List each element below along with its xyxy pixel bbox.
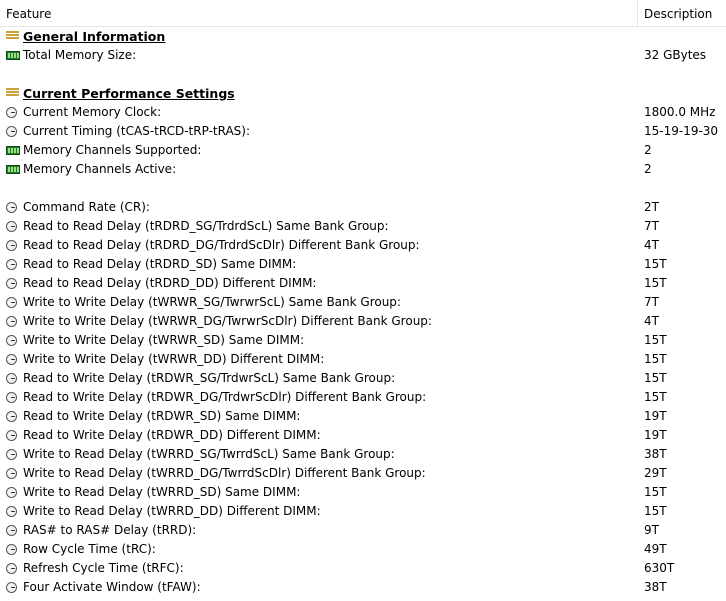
clock-icon [6, 392, 17, 403]
clock-icon [6, 468, 17, 479]
list-item[interactable] [0, 331, 726, 350]
section-title: Current Performance Settings [23, 86, 235, 101]
feature-value: 15T [644, 333, 667, 347]
feature-value: 15T [644, 390, 667, 404]
list-item[interactable] [0, 426, 726, 445]
list-item[interactable] [0, 483, 726, 502]
section-title: General Information [23, 29, 166, 44]
clock-icon [6, 240, 17, 251]
section-icon [6, 31, 19, 41]
section-icon [6, 88, 19, 98]
list-item[interactable] [0, 521, 726, 540]
list-item[interactable] [0, 369, 726, 388]
feature-value: 15T [644, 352, 667, 366]
list-item[interactable] [0, 122, 726, 141]
list-item[interactable] [0, 103, 726, 122]
feature-label: Write to Write Delay (tWRWR_SD) Same DIMM: [23, 333, 305, 347]
feature-value: 19T [644, 428, 667, 442]
clock-icon [6, 563, 17, 574]
clock-icon [6, 202, 17, 213]
feature-value: 4T [644, 314, 659, 328]
description-header-label: Description [644, 7, 713, 21]
feature-label: Write to Read Delay (tWRRD_SG/TwrrdScL) Same Bank Group: [23, 447, 395, 461]
clock-icon [6, 487, 17, 498]
clock-icon [6, 221, 17, 232]
feature-label: Total Memory Size: [23, 48, 137, 62]
list-item[interactable] [0, 236, 726, 255]
feature-value: 15-19-19-30 [644, 124, 719, 138]
feature-label: Memory Channels Active: [23, 162, 177, 176]
list-item[interactable] [0, 407, 726, 426]
feature-label: Write to Write Delay (tWRWR_DG/TwrwrScDlr) Different Bank Group: [23, 314, 432, 328]
feature-label: Refresh Cycle Time (tRFC): [23, 561, 184, 575]
feature-value: 19T [644, 409, 667, 423]
feature-label: Write to Read Delay (tWRRD_SD) Same DIMM: [23, 485, 301, 499]
list-item[interactable] [0, 160, 726, 179]
feature-label: Read to Write Delay (tRDWR_DG/TrdwrScDlr) Different Bank Group: [23, 390, 427, 404]
column-header [0, 0, 726, 27]
feature-label: Read to Read Delay (tRDRD_SG/TrdrdScL) Same Bank Group: [23, 219, 389, 233]
feature-value: 15T [644, 485, 667, 499]
clock-icon [6, 525, 17, 536]
feature-column-header[interactable] [0, 0, 638, 26]
list-item[interactable] [0, 445, 726, 464]
clock-icon [6, 373, 17, 384]
feature-label: Four Activate Window (tFAW): [23, 580, 201, 594]
feature-label: Command Rate (CR): [23, 200, 150, 214]
list-item[interactable] [0, 578, 726, 597]
feature-value: 15T [644, 257, 667, 271]
clock-icon [6, 354, 17, 365]
blank-row [0, 65, 726, 84]
list-item[interactable] [0, 464, 726, 483]
feature-value: 2 [644, 143, 652, 157]
feature-value: 29T [644, 466, 667, 480]
clock-icon [6, 335, 17, 346]
list-item[interactable] [0, 559, 726, 578]
list-item[interactable] [0, 502, 726, 521]
feature-header-label: Feature [6, 7, 52, 21]
list-item[interactable] [0, 217, 726, 236]
feature-label: Write to Write Delay (tWRWR_DD) Different DIMM: [23, 352, 325, 366]
list-item[interactable] [0, 46, 726, 65]
clock-icon [6, 544, 17, 555]
feature-label: Read to Read Delay (tRDRD_DD) Different DIMM: [23, 276, 317, 290]
clock-icon [6, 506, 17, 517]
clock-icon [6, 430, 17, 441]
feature-label: Read to Write Delay (tRDWR_SD) Same DIMM: [23, 409, 301, 423]
list-item[interactable] [0, 312, 726, 331]
feature-value: 7T [644, 295, 659, 309]
description-column-header[interactable] [638, 0, 726, 26]
clock-icon [6, 297, 17, 308]
feature-value: 49T [644, 542, 667, 556]
list-item[interactable] [0, 388, 726, 407]
feature-label: Memory Channels Supported: [23, 143, 202, 157]
feature-label: RAS# to RAS# Delay (tRRD): [23, 523, 197, 537]
memory-icon [6, 51, 20, 60]
list-item[interactable] [0, 141, 726, 160]
list-item[interactable] [0, 350, 726, 369]
memory-icon [6, 165, 20, 174]
clock-icon [6, 259, 17, 270]
feature-label: Read to Write Delay (tRDWR_DD) Different DIMM: [23, 428, 321, 442]
feature-label: Write to Read Delay (tWRRD_DD) Different DIMM: [23, 504, 321, 518]
clock-icon [6, 582, 17, 593]
feature-value: 15T [644, 504, 667, 518]
clock-icon [6, 316, 17, 327]
feature-label: Current Timing (tCAS-tRCD-tRP-tRAS): [23, 124, 251, 138]
clock-icon [6, 126, 17, 137]
feature-label: Row Cycle Time (tRC): [23, 542, 156, 556]
section-header-row[interactable] [0, 27, 726, 46]
blank-row [0, 179, 726, 198]
feature-label: Read to Read Delay (tRDRD_DG/TrdrdScDlr) Different Bank Group: [23, 238, 420, 252]
feature-value: 1800.0 MHz [644, 105, 716, 119]
feature-value: 15T [644, 276, 667, 290]
list-item[interactable] [0, 198, 726, 217]
feature-value: 38T [644, 580, 667, 594]
feature-value: 38T [644, 447, 667, 461]
clock-icon [6, 449, 17, 460]
feature-value: 630T [644, 561, 675, 575]
feature-value: 2T [644, 200, 659, 214]
feature-value: 7T [644, 219, 659, 233]
feature-label: Write to Read Delay (tWRRD_DG/TwrrdScDlr) Different Bank Group: [23, 466, 426, 480]
feature-value: 32 GBytes [644, 48, 707, 62]
feature-value: 2 [644, 162, 652, 176]
feature-value: 15T [644, 371, 667, 385]
feature-list [0, 27, 726, 597]
clock-icon [6, 411, 17, 422]
list-item[interactable] [0, 540, 726, 559]
list-item[interactable] [0, 293, 726, 312]
feature-label: Read to Read Delay (tRDRD_SD) Same DIMM: [23, 257, 297, 271]
list-item[interactable] [0, 274, 726, 293]
clock-icon [6, 107, 17, 118]
feature-value: 4T [644, 238, 659, 252]
memory-icon [6, 146, 20, 155]
feature-value: 9T [644, 523, 659, 537]
feature-label: Current Memory Clock: [23, 105, 162, 119]
clock-icon [6, 278, 17, 289]
section-header-row[interactable] [0, 84, 726, 103]
feature-label: Read to Write Delay (tRDWR_SG/TrdwrScL) Same Bank Group: [23, 371, 396, 385]
feature-label: Write to Write Delay (tWRWR_SG/TwrwrScL) Same Bank Group: [23, 295, 401, 309]
list-item[interactable] [0, 255, 726, 274]
